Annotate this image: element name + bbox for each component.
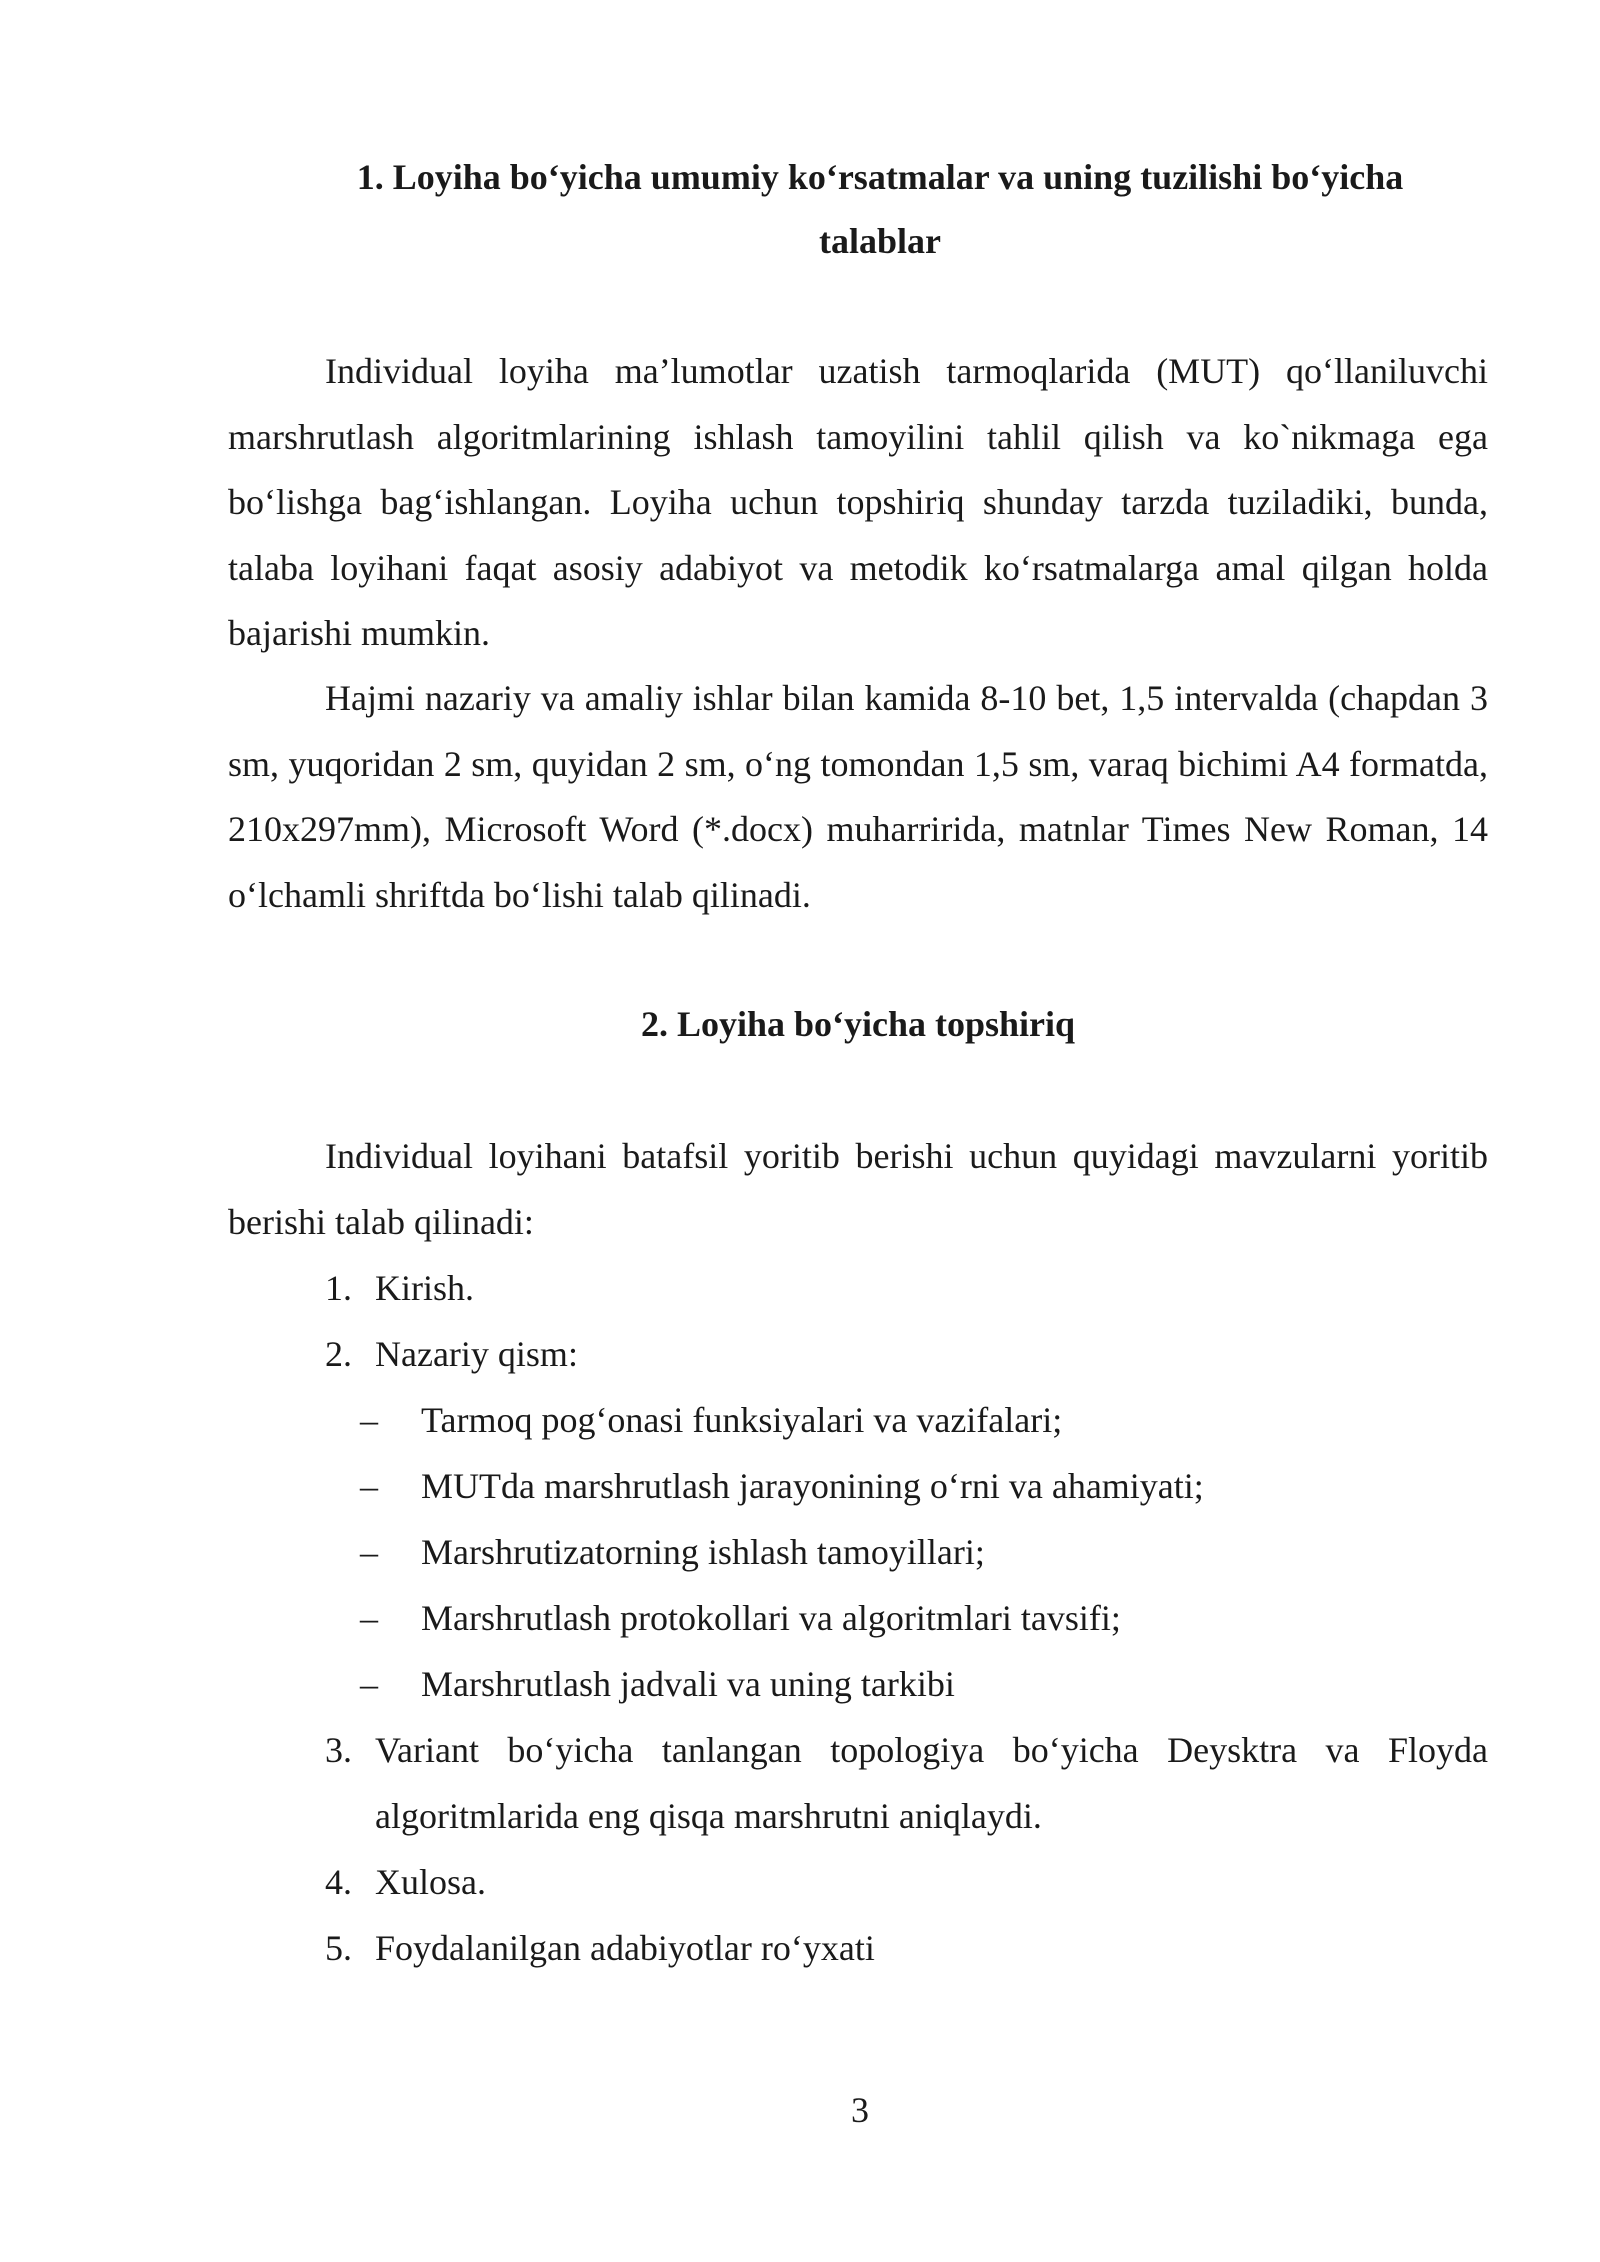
sublist-item-text: Marshrutlash jadvali va uning tarkibi	[421, 1664, 955, 1704]
section-1-title: 1. Loyiha bo‘yicha umumiy ko‘rsatmalar va uning tuzilishi bo‘yicha talablar	[356, 157, 1404, 261]
sublist-item-text: MUTda marshrutlash jarayonining o‘rni va ahamiyati;	[421, 1466, 1204, 1506]
task-list	[325, 1255, 1488, 1981]
list-item-number: 5.	[325, 1928, 352, 1968]
list-item-text: Variant bo‘yicha tanlangan topologiya bo‘yicha Deysktra va Floyda algoritmlarida eng qisqa marshrutni aniqlaydi.	[375, 1730, 1488, 1836]
sublist-item	[325, 1651, 1488, 1717]
section-2-intro: Individual loyihani batafsil yoritib berishi uchun quyidagi mavzularni yoritib berishi talab qilinadi:	[228, 1136, 1488, 1242]
theory-sublist	[325, 1387, 1488, 1717]
sublist-item	[325, 1453, 1488, 1519]
list-item-number: 4.	[325, 1862, 352, 1902]
list-item-text: Xulosa.	[375, 1862, 486, 1902]
sublist-item-text: Marshrutizatorning ishlash tamoyillari;	[421, 1532, 985, 1572]
list-item-number: 3.	[325, 1730, 352, 1770]
list-item	[325, 1321, 1488, 1387]
dash-bullet: –	[360, 1664, 378, 1704]
list-item	[325, 1849, 1488, 1915]
list-item-text: Nazariy qism:	[375, 1334, 578, 1374]
dash-bullet: –	[360, 1400, 378, 1440]
sublist-item	[325, 1585, 1488, 1651]
page-number: 3	[851, 2090, 869, 2130]
sublist-item-text: Tarmoq pog‘onasi funksiyalari va vazifalari;	[421, 1400, 1063, 1440]
list-item-text: Foydalanilgan adabiyotlar ro‘yxati	[375, 1928, 875, 1968]
list-item	[325, 1915, 1488, 1981]
list-item	[325, 1717, 1488, 1849]
sublist-item	[325, 1387, 1488, 1453]
list-item-text: Kirish.	[375, 1268, 474, 1308]
sublist-item-text: Marshrutlash protokollari va algoritmlari tavsifi;	[421, 1598, 1121, 1638]
section-1-paragraph-2: Hajmi nazariy va amaliy ishlar bilan kamida 8-10 bet, 1,5 intervalda (chapdan 3 sm, yuqoridan 2 sm, quyidan 2 sm, o‘ng tomondan 1,5 sm, varaq bichimi A4 formatda, 210x297mm), Microsoft Word (*.docx) muharririda, matnlar Times New Roman, 14 o‘lchamli shriftda bo‘lishi talab qilinadi.	[228, 678, 1488, 915]
sublist-item	[325, 1519, 1488, 1585]
list-item-number: 2.	[325, 1334, 352, 1374]
sublist-container	[325, 1387, 1488, 1717]
list-item-number: 1.	[325, 1268, 352, 1308]
dash-bullet: –	[360, 1466, 378, 1506]
dash-bullet: –	[360, 1532, 378, 1572]
section-2-title: 2. Loyiha bo‘yicha topshiriq	[640, 1004, 1076, 1044]
list-item	[325, 1255, 1488, 1321]
section-1-paragraph-1: Individual loyiha ma’lumotlar uzatish tarmoqlarida (MUT) qo‘llaniluvchi marshrutlash algoritmlarining ishlash tamoyilini tahlil qilish va ko`nikmaga ega bo‘lishga bag‘ishlangan. Loyiha uchun topshiriq shunday tarzda tuziladiki, bunda, talaba loyihani faqat asosiy adabiyot va metodik ko‘rsatmalarga amal qilgan holda bajarishi mumkin.	[228, 351, 1488, 653]
dash-bullet: –	[360, 1598, 378, 1638]
